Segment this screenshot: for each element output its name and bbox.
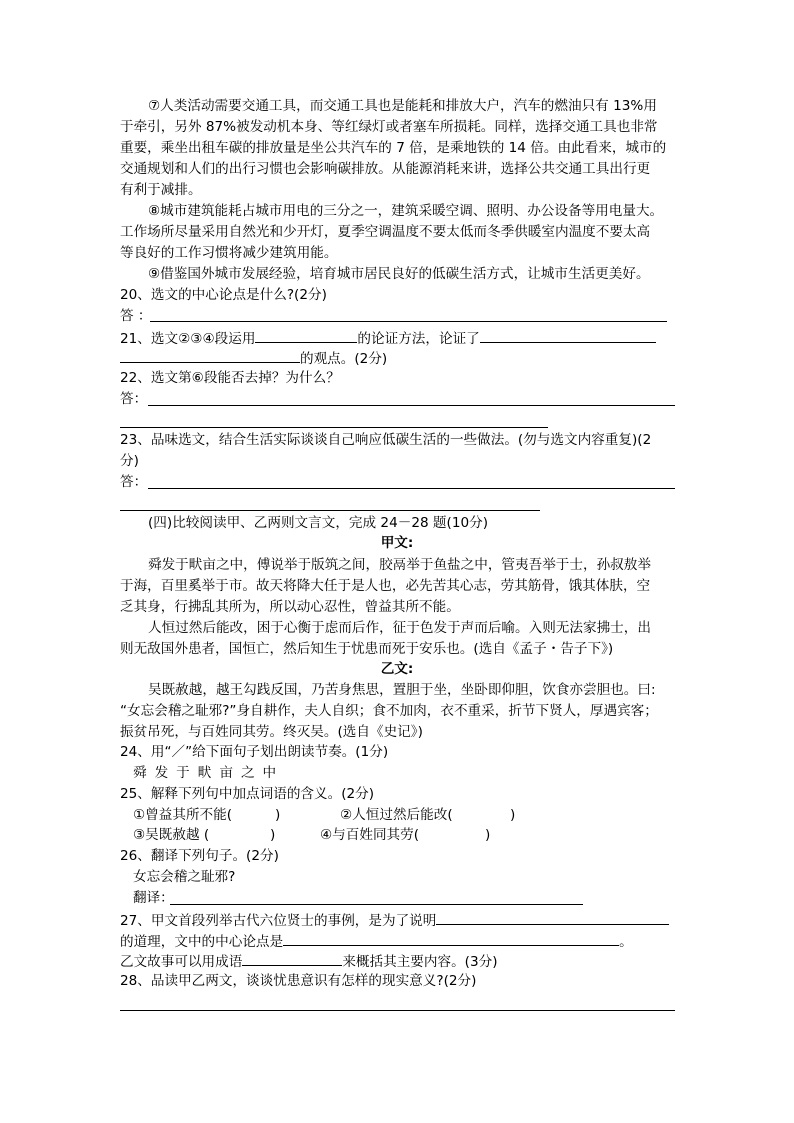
answer-line-23b[interactable]: [120, 510, 540, 511]
text-line: 于牵引，另外 87%被发动机本身、等红绿灯或者塞车所损耗。同样，选择交通工具也非常: [120, 119, 658, 135]
text-line: 重要，乘坐出租车碳的排放量是坐公共汽车的 7 倍，是乘地铁的 14 倍。由此看来，城市的: [120, 140, 667, 156]
question-21-cont: [120, 349, 387, 367]
q21-text: 的观点。(2分): [300, 351, 388, 367]
q25-item-3: ③吴既赦越 (: [133, 827, 210, 843]
text-line: 舜发于畎亩之中，傅说举于版筑之间，胶鬲举于鱼盐之中，管夷吾举于士，孙叔敖举: [148, 557, 651, 573]
text-line: 交通规划和人们的出行习惯也会影响碳排放。从能源消耗来讲，选择公共交通工具出行更: [120, 161, 651, 177]
question-24: 24、用“／”给下面句子划出朗读节奏。(1分): [120, 744, 389, 760]
answer-label-22: 答：: [120, 391, 148, 407]
question-22: 22、选文第⑥段能否去掉？为什么？: [120, 370, 340, 386]
question-23: 23、品味选文，结合生活实际谈谈自己响应低碳生活的一些做法。(勿与选文内容重复)(2: [120, 432, 652, 448]
yi-heading: 乙文:: [380, 661, 414, 677]
blank-21a[interactable]: [255, 329, 357, 343]
answer-line-28[interactable]: [120, 1010, 675, 1011]
translation-line[interactable]: [170, 904, 583, 905]
q25-item-1: ①曾益其所不能(: [133, 807, 233, 823]
text-line: 吴既赦越，越王勾践反国，乃苦身焦思，置胆于坐，坐卧即仰胆，饮食亦尝胆也。曰:: [148, 682, 656, 698]
text-line: 振贫吊死，与百姓同其劳。终灭吴。(选自《史记》): [120, 724, 423, 740]
answer-line-23[interactable]: [148, 488, 675, 489]
question-26: 26、翻译下列句子。(2分): [120, 848, 279, 864]
question-27-cont: [120, 932, 633, 950]
text-line: 人恒过然后能改，困于心衡于虑而后作，征于色发于声而后喻。入则无法家拂士，出: [148, 620, 651, 636]
q25-close: ): [270, 827, 276, 843]
blank-27b[interactable]: [283, 932, 619, 946]
q27-text: 。: [619, 934, 633, 950]
q25-close: ): [510, 807, 516, 823]
q27-text: 乙文故事可以用成语: [120, 954, 243, 970]
text-line: 等良好的工作习惯将减少建筑用能。: [120, 245, 338, 261]
question-21: [120, 329, 656, 347]
q25-close: ): [485, 827, 491, 843]
q27-text: 的道理，文中的中心论点是: [120, 934, 284, 950]
text-line: 则无敌国外患者，国恒亡，然后知生于忧患而死于安乐也。(选自《孟子・告子下》): [120, 641, 614, 657]
text-line: 工作场所尽量采用自然光和少开灯，夏季空调温度不要太低而冬季供暖室内温度不要太高: [120, 224, 651, 240]
text-line: 乏其身，行拂乱其所为，所以动心忍性，曾益其所不能。: [120, 599, 460, 615]
q26-label: 翻译：: [133, 890, 174, 906]
text-line: ⑧城市建筑能耗占城市用电的三分之一，建筑采暖空调、照明、办公设备等用电量大。: [148, 203, 664, 219]
answer-label-20: 答 ：: [120, 308, 152, 324]
q21-text: 的论证方法，论证了: [357, 331, 480, 347]
jia-heading: 甲文:: [380, 535, 414, 551]
q24-sentence: 舜发于畎亩之中: [133, 765, 285, 781]
q27-text: 27、甲文首段列举古代六位贤士的事例，是为了说明: [120, 913, 437, 929]
q27-text: 来概括其主要内容。(3分): [342, 954, 498, 970]
q26-sentence: 女忘会稽之耻邪?: [133, 869, 236, 885]
blank-21c[interactable]: [120, 349, 300, 363]
text-line: 有利于减排。: [120, 182, 202, 198]
question-20: 20、选文的中心论点是什么?(2分): [120, 287, 327, 303]
question-23-cont: 分): [120, 453, 139, 469]
question-27: [120, 911, 669, 929]
blank-27c[interactable]: [242, 952, 342, 966]
text-line: 于海，百里奚举于市。故天将降大任于是人也，必先苦其心志，劳其筋骨，饿其体肤，空: [120, 578, 651, 594]
q25-close: ): [275, 807, 281, 823]
text-line: “女忘会稽之耻邪?”身自耕作，夫人自织；食不加肉，衣不重采，折节下贤人，厚遇宾客；: [120, 703, 658, 719]
q25-item-4: ④与百姓同其劳(: [320, 827, 420, 843]
q21-text: 21、选文②③④段运用: [120, 331, 256, 347]
question-27-cont2: [120, 952, 498, 970]
q25-item-2: ②人恒过然后能改(: [340, 807, 453, 823]
answer-line-22[interactable]: [148, 405, 675, 406]
question-28: 28、品读甲乙两文，谈谈忧患意识有怎样的现实意义?(2分): [120, 973, 477, 989]
text-line: ⑦人类活动需要交通工具，而交通工具也是能耗和排放大户，汽车的燃油只有 13%用: [148, 98, 657, 114]
blank-27a[interactable]: [436, 911, 669, 925]
answer-line-20[interactable]: [150, 321, 667, 322]
answer-label-23: 答：: [120, 474, 148, 490]
passage-p9: ⑨借鉴国外城市发展经验，培育城市居民良好的低碳生活方式，让城市生活更美好。: [148, 266, 650, 282]
blank-21b[interactable]: [480, 329, 656, 343]
section-4-title: (四)比较阅读甲、乙两则文言文，完成 24－28 题(10分): [148, 515, 489, 531]
answer-line-22b[interactable]: [120, 427, 548, 428]
question-25: 25、解释下列句中加点词语的含义。(2分): [120, 786, 375, 802]
